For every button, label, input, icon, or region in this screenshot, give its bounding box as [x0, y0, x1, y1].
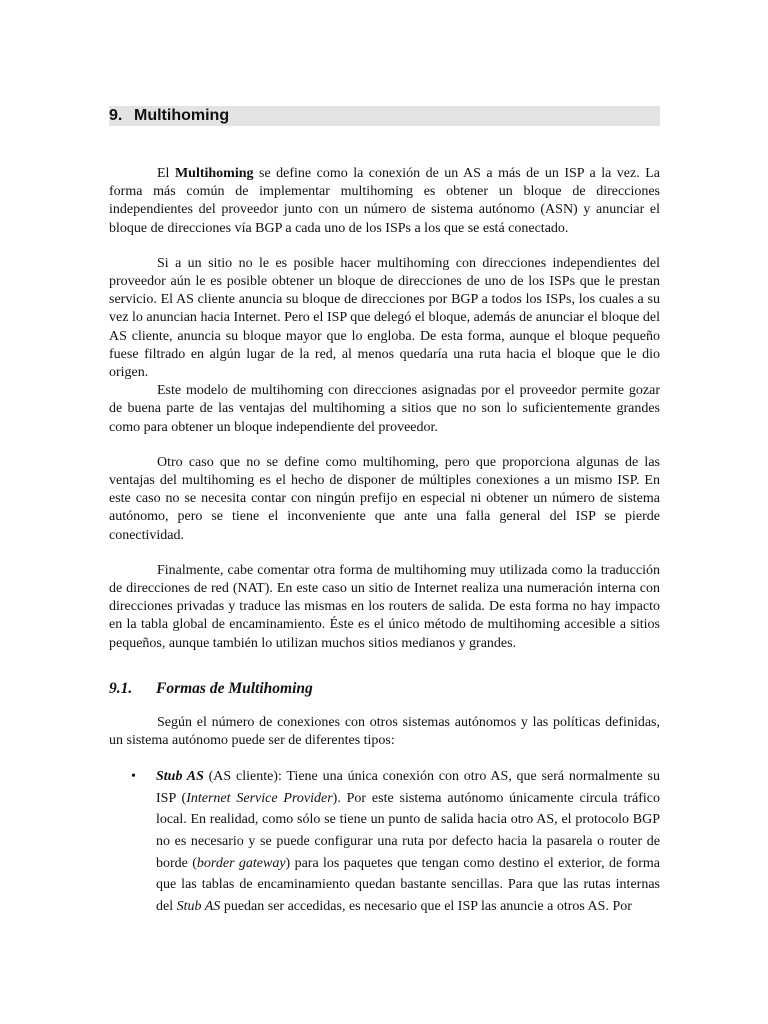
- subsection-title: Formas de Multihoming: [156, 679, 313, 697]
- bullet-icon: •: [131, 769, 136, 785]
- paragraph-provider-addresses: Si a un sitio no le es posible hacer multihoming con direcciones independientes del proveedor aún le es posible obtener un bloque de direcciones de uno de los ISPs que le prestan servicio. El AS cliente anuncia su bloque de direcciones por BGP a todos los ISPs, los cuales a su vez lo anuncian hacia Internet. Pero el ISP que delegó el bloque, además de anunciar el bloque del AS cliente, anuncia su bloque mayor que lo engloba. De esta forma, aunque el bloque pequeño fuese filtrado en algún lugar de la red, al menos quedaría una ruta hacia el bloque que le dio origen.: [109, 255, 660, 381]
- paragraph-multiple-connections: Otro caso que no se define como multihoming, pero que proporciona algunas de las ventajas del multihoming es el hecho de disponer de múltiples conexiones a un mismo ISP. En este caso no se necesita contar con ningún prefijo en especial ni obtener un número de sistema autónomo, pero se tiene el inconveniente que ante una falla general del ISP se pierde conectividad.: [109, 454, 660, 543]
- section-number: 9.: [109, 107, 123, 124]
- section-heading: [109, 106, 660, 126]
- list-item-text: puedan ser accedidas, es necesario que el ISP las anuncie a otros AS. Por: [220, 898, 632, 914]
- list-item-text: ) para los paquetes que tengan como destino el exterior, de forma que las tablas de encaminamiento quedan bastante sencillas. Para que las rutas internas del: [156, 855, 660, 914]
- paragraph-subsection-intro: Según el número de conexiones con otros sistemas autónomos y las políticas definidas, un sistema autónomo puede ser de diferentes tipos:: [109, 714, 660, 749]
- term-stub-as: Stub AS: [156, 769, 204, 785]
- paragraph-text: se define como la conexión de un AS a más de un ISP a la vez. La forma más común de implementar multihoming es obtener un bloque de direcciones independientes del proveedor junto con un número de sistema autónomo (ASN) y anunciar el bloque de direcciones vía BGP a cada uno de los ISPs a los que se está conectado.: [109, 166, 660, 236]
- section-title: Multihoming: [134, 107, 230, 124]
- paragraph-text: El: [157, 166, 175, 181]
- paragraph-provider-model: Este modelo de multihoming con direcciones asignadas por el proveedor permite gozar de buena parte de las ventajas del multihoming a sitios que no son lo suficientemente grandes como para obtener un bloque independiente del proveedor.: [109, 383, 660, 435]
- term-stub-as-inline: Stub AS: [176, 898, 221, 914]
- term-isp: Internet Service Provider: [186, 790, 333, 806]
- subsection-number: 9.1.: [109, 679, 133, 697]
- list-item-text: ). Por este sistema autónomo únicamente circula tráfico local. En realidad, como sólo se tiene un punto de salida hacia otro AS, el protocolo BGP no es necesario y se puede configurar una ruta por defecto hacia la pasarela o router de borde (: [156, 790, 660, 871]
- list-item: [109, 766, 660, 917]
- paragraph-definition: [109, 165, 660, 238]
- term-multihoming: Multihoming: [174, 166, 254, 181]
- subsection-heading: [109, 679, 660, 699]
- as-types-list: [109, 766, 660, 917]
- list-item-text: (AS cliente): Tiene una única conexión con otro AS, que será normalmente su ISP (: [156, 769, 660, 806]
- document-page: [109, 106, 660, 917]
- paragraph-nat: Finalmente, cabe comentar otra forma de multihoming muy utilizada como la traducción de direcciones de red (NAT). En este caso un sitio de Internet realiza una numeración interna con direcciones privadas y traduce las mismas en los routers de salida. De esta forma no hay impacto en la tabla global de encaminamiento. Éste es el único método de multihoming accesible a sitios pequeños, aunque también lo utilizan muchos sitios medianos y grandes.: [109, 562, 660, 651]
- term-border-gateway: border gateway: [196, 855, 286, 871]
